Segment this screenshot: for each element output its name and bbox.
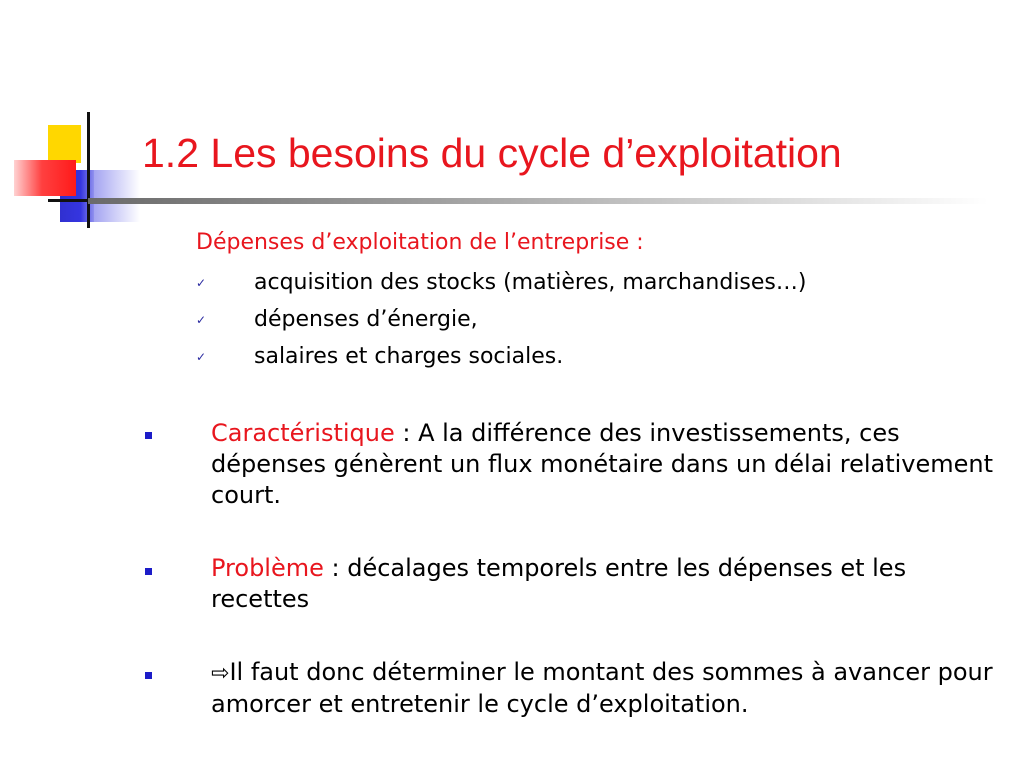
check-item-text: salaires et charges sociales. (254, 344, 564, 369)
check-item-text: dépenses d’énergie, (254, 307, 478, 332)
check-item-text: acquisition des stocks (matières, marchandises…) (254, 270, 807, 295)
bullet-paragraph-conclusion (211, 657, 1001, 720)
title-underline (88, 198, 988, 204)
checkmark-icon: ✓ (196, 350, 207, 364)
arrow-right-icon: ⇨ (211, 661, 230, 686)
bullet-square-icon (145, 568, 152, 575)
bullet-label: Caractéristique (211, 419, 395, 447)
logo-blue-fade (94, 170, 140, 222)
bullet-paragraph-characteristic (211, 418, 1001, 511)
bullet-text: : décalages temporels entre les dépenses et les recettes (211, 554, 907, 613)
intro-heading: Dépenses d’exploitation de l’entreprise : (196, 230, 644, 255)
logo-red-block (14, 160, 76, 196)
bullet-square-icon (145, 432, 152, 439)
check-item (196, 307, 478, 332)
check-item (196, 344, 564, 369)
bullet-paragraph-problem (211, 553, 1001, 615)
checkmark-icon: ✓ (196, 313, 207, 327)
bullet-label: Problème (211, 554, 324, 582)
bullet-text: : A la différence des investissements, ces dépenses génèrent un flux monétaire dans un délai relativement court. (211, 419, 994, 509)
slide-title: 1.2 Les besoins du cycle d’exploitation (142, 130, 842, 176)
bullet-square-icon (145, 672, 152, 679)
check-item (196, 270, 807, 295)
logo-yellow-block (48, 125, 81, 163)
checkmark-icon: ✓ (196, 276, 207, 290)
bullet-text: Il faut donc déterminer le montant des sommes à avancer pour amorcer et entretenir le cycle d’exploitation. (211, 658, 993, 718)
logo-vertical-line (87, 112, 90, 228)
